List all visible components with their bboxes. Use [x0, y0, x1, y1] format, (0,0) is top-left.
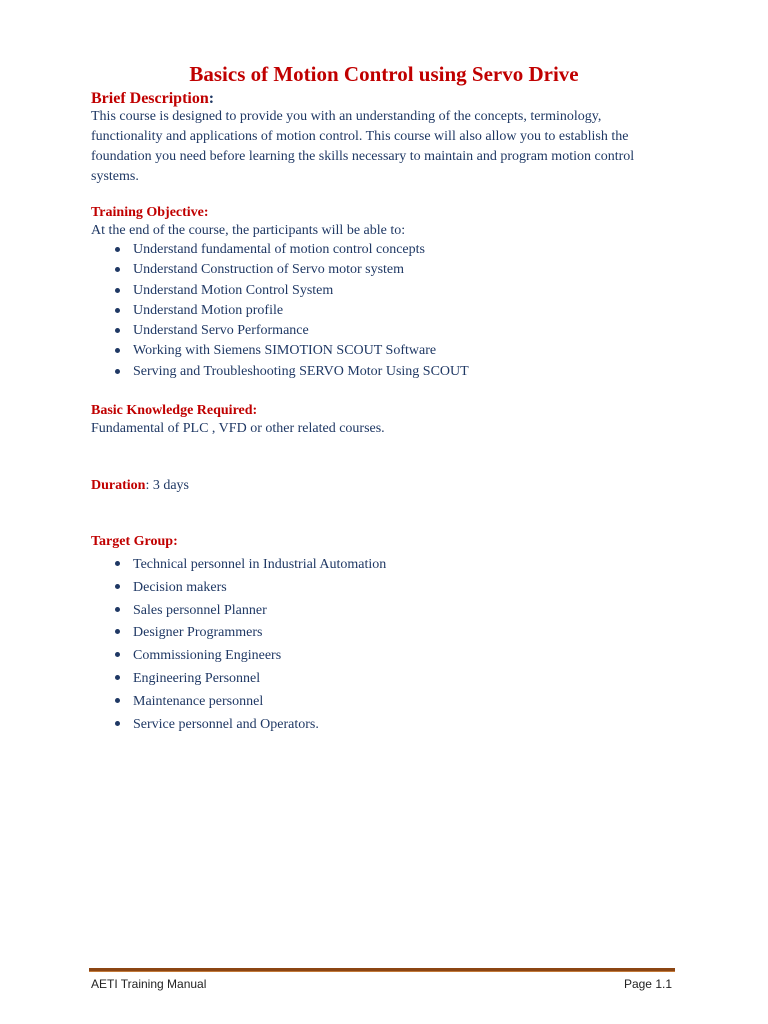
duration-value: : 3 days	[145, 478, 190, 493]
basic-knowledge-text: Fundamental of PLC , VFD or other related courses.	[91, 421, 385, 436]
footer-divider	[89, 968, 675, 972]
brief-description-heading	[91, 90, 214, 108]
list-item: Engineering Personnel	[91, 668, 386, 691]
list-item: Understand Servo Performance	[91, 321, 469, 341]
list-item: Understand Construction of Servo motor system	[91, 260, 469, 280]
footer-manual-title: AETI Training Manual	[91, 977, 207, 991]
brief-description-text: This course is designed to provide you with an understanding of the concepts, terminology, functionality and applications of motion control. This course will also allow you to establish the foundation you need before learning the skills necessary to maintain and program motion control systems.	[91, 109, 635, 184]
list-item: Service personnel and Operators.	[91, 714, 386, 737]
training-objective-intro: At the end of the course, the participants will be able to:	[91, 223, 406, 238]
list-item: Serving and Troubleshooting SERVO Motor Using SCOUT	[91, 362, 469, 382]
duration-label: Duration	[91, 478, 146, 493]
list-item: Working with Siemens SIMOTION SCOUT Software	[91, 341, 469, 361]
training-objective-heading: Training Objective:	[91, 205, 209, 220]
list-item: Technical personnel in Industrial Automation	[91, 554, 386, 577]
list-item: Understand Motion profile	[91, 301, 469, 321]
list-item: Understand Motion Control System	[91, 281, 469, 301]
duration-line	[91, 476, 651, 496]
list-item: Sales personnel Planner	[91, 600, 386, 623]
brief-description-colon: :	[208, 90, 215, 107]
brief-description-label: Brief Description	[91, 90, 209, 107]
basic-knowledge-heading: Basic Knowledge Required:	[91, 403, 258, 418]
list-item: Designer Programmers	[91, 622, 386, 645]
page-title: Basics of Motion Control using Servo Drive	[189, 62, 579, 86]
list-item: Maintenance personnel	[91, 691, 386, 714]
list-item: Commissioning Engineers	[91, 645, 386, 668]
list-item: Decision makers	[91, 577, 386, 600]
target-group-heading: Target Group:	[91, 534, 178, 549]
footer-page-number: Page 1.1	[623, 977, 672, 991]
list-item: Understand fundamental of motion control concepts	[91, 240, 469, 260]
training-objective-list	[91, 240, 469, 382]
target-group-list	[91, 554, 386, 736]
